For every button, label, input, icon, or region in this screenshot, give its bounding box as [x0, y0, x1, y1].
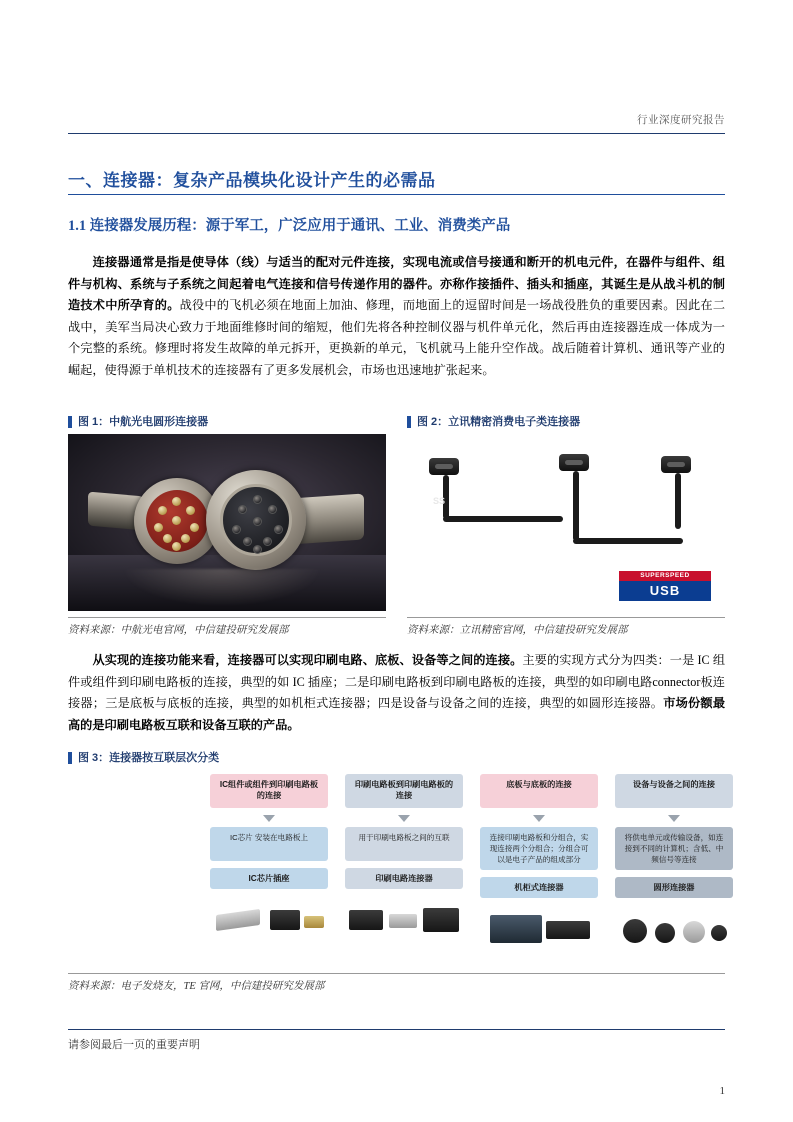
diagram-col4-title: 设备与设备之间的连接	[615, 774, 733, 808]
figure-1-source: 资料来源：中航光电官网，中信建投研究发展部	[68, 625, 289, 636]
paragraph-2	[68, 650, 725, 736]
arrow-down-icon	[668, 815, 680, 822]
figure-3-source: 资料来源：电子发烧友，TE 官网，中信建投研究发展部	[68, 981, 325, 992]
figure-3-caption: 图 3：连接器按互联层次分类	[68, 752, 219, 764]
badge-superspeed-label: SUPERSPEED	[619, 571, 711, 581]
usb-c-connector-3	[661, 456, 691, 473]
diagram-col2-thumbnail	[345, 896, 463, 942]
diagram-column-4	[615, 774, 733, 951]
paragraph-1-bold: 连接器通常是指是使导体（线）与适当的配对元件连接，实现电流或信号接通和断开的机电元件，在器件与组件、组件与机构、系统与子系统之间起着电气连接和信号传递作用的器件。亦称作接插件、插头和插座，其诞生是从战斗机的制造技术中所孕育的。	[68, 255, 725, 312]
arrow-down-icon	[263, 815, 275, 822]
paragraph-1-text: 战役中的飞机必须在地面上加油、修理，而地面上的逗留时间是一场战役胜负的重要因素。因此在二战中，美军当局决心致力于地面维修时间的缩短，他们先将各种控制仪器与机件单元化，然后再由连接器连成一体成为一个完整的系统。修理时将发生故障的单元拆开，更换新的单元，飞机就马上能升空作战。战后随着计算机、通讯等产业的崛起，使得源于单机技术的连接器有了更多发展机会，市场也迅速地扩张起来。	[68, 298, 726, 377]
diagram-col3-title: 底板与底板的连接	[480, 774, 598, 808]
badge-usb-label: USB	[619, 581, 711, 601]
usb-ss-mark-1: SS	[433, 496, 446, 506]
diagram-column-3	[480, 774, 598, 951]
usb-cable-1-run	[443, 516, 563, 522]
diagram-col1-desc: IC芯片 安装在电路板上	[210, 827, 328, 861]
usb-c-connector-1	[429, 458, 459, 475]
figure-3-diagram	[68, 770, 725, 970]
footer-divider	[68, 1029, 725, 1030]
diagram-column-2	[345, 774, 463, 942]
connector-insert-red	[146, 490, 208, 552]
figure-1-source-divider	[68, 617, 386, 618]
header-divider	[68, 133, 725, 134]
figure-1-reflection	[122, 569, 322, 607]
diagram-col1-name: IC芯片插座	[210, 868, 328, 889]
diagram-col4-desc: 将供电单元或传输设备，如连接到不同的计算机；含低、中频信号等连接	[615, 827, 733, 870]
diagram-col2-desc: 用于印刷电路板之间的互联	[345, 827, 463, 861]
usb-cable-2-run	[573, 538, 683, 544]
diagram-col1-title: IC组件或组件到印刷电路板的连接	[210, 774, 328, 808]
figure-2-caption: 图 2：立讯精密消费电子类连接器	[407, 416, 580, 428]
paragraph-2-bold-b: 市场份额最高的是印刷电路板互联和设备互联的产品。	[68, 696, 726, 732]
connector-insert-dark	[220, 484, 292, 556]
arrow-down-icon	[533, 815, 545, 822]
footer-disclaimer: 请参阅最后一页的重要声明	[68, 1039, 200, 1051]
diagram-col2-title: 印刷电路板到印刷电路板的连接	[345, 774, 463, 808]
paragraph-2-text: 主要的实现方式分为四类：一是 IC 组件或组件到印刷电路板的连接，典型的如 IC 插座；二是印刷电路板到印刷电路板的连接，典型的如印刷电路connector板连接器；三是底板与底板的连接，典型的如机柜式连接器；四是设备与设备之间的连接，典型的如圆形连接器。	[68, 653, 726, 710]
circular-connector-sockets	[206, 470, 306, 570]
page-header: 行业深度研究报告	[637, 114, 725, 126]
diagram-col3-name: 机柜式连接器	[480, 877, 598, 898]
diagram-col4-name: 圆形连接器	[615, 877, 733, 898]
figure-1-image	[68, 434, 386, 611]
arrow-down-icon	[398, 815, 410, 822]
diagram-column-1	[210, 774, 328, 942]
page-number: 1	[719, 1085, 725, 1097]
section-heading-1: 一、连接器：复杂产品模块化设计产生的必需品	[68, 171, 436, 190]
usb-c-connector-2	[559, 454, 589, 471]
paragraph-1	[68, 252, 725, 381]
usb-cable-3	[675, 473, 681, 529]
figure-2-source-divider	[407, 617, 725, 618]
diagram-col4-thumbnail	[615, 905, 733, 951]
section-heading-2: 1.1 连接器发展历程：源于军工，广泛应用于通讯、工业、消费类产品	[68, 218, 511, 234]
figure-1-caption: 图 1：中航光电圆形连接器	[68, 416, 208, 428]
diagram-col3-desc: 连接印刷电路板和分组合，实现连接两个分组合；分组合可以是电子产品的组成部分	[480, 827, 598, 870]
usb-cable-2	[573, 471, 579, 541]
superspeed-usb-badge	[619, 571, 711, 601]
figure-2-source: 资料来源：立讯精密官网，中信建投研究发展部	[407, 625, 628, 636]
figure-3-source-divider	[68, 973, 725, 974]
figure-2-image	[407, 434, 725, 611]
diagram-col2-name: 印刷电路连接器	[345, 868, 463, 889]
section-heading-divider	[68, 194, 725, 195]
paragraph-2-bold-a: 从实现的连接功能来看，连接器可以实现印刷电路、底板、设备等之间的连接。	[92, 653, 523, 667]
diagram-col1-thumbnail	[210, 896, 328, 942]
diagram-col3-thumbnail	[480, 905, 598, 951]
